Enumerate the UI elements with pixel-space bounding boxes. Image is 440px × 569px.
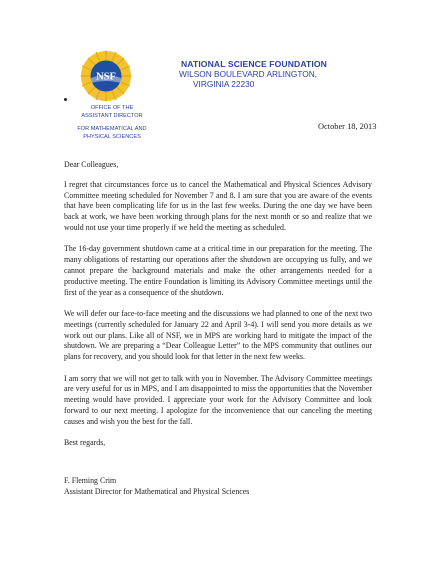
- office-block: [70, 105, 154, 141]
- office-line-4: PHYSICAL SCIENCES: [83, 133, 141, 140]
- office-line-1: OFFICE OF THE: [90, 105, 134, 111]
- office-line-2: ASSISTANT DIRECTOR: [81, 112, 143, 119]
- paragraph: The 16-day government shutdown came at a critical time in our preparation for the meeting. The many obligations of restarting our operations after the shutdown are occupying us fully, and we cannot prepare the background materials and make the other arrangements needed for a productive meeting. The entire Foundation is limiting its Advisory Committee meetings until the first of the year as a consequence of the shutdown.: [64, 244, 372, 297]
- address-line-1: WILSON BOULEVARD ARLINGTON,: [179, 69, 318, 79]
- letterhead: [181, 59, 327, 89]
- letter-date: October 18, 2013: [318, 122, 377, 131]
- nsf-logo: [80, 50, 132, 102]
- organization-name: NATIONAL SCIENCE FOUNDATION: [181, 59, 327, 69]
- letter-body: [64, 160, 372, 497]
- logo-text: NSF: [96, 71, 116, 83]
- paragraph: I am sorry that we will not get to talk with you in November. The Advisory Committee meetings are very useful for us in MPS, and I am disappointed to miss the opportunities that the November meeting would have provided. I appreciate your work for the Advisory Committee and look forward to our next meeting. I apologize for the inconvenience that our canceling the meeting causes and wish you the best for the fall.: [64, 373, 372, 426]
- signer-name: F. Fleming Crim: [64, 475, 117, 485]
- paragraph: We will defer our face-to-face meeting and the discussions we had planned to one of the next two meetings (currently scheduled for January 22 and April 3-4). I will send you more details as we work out our plans. Like all of NSF, we in MPS are working hard to mitigate the impact of the shutdown. We are preparing a “Dear Colleague Letter” to the MPS community that outlines our plans for recovery, and you should look for that letter in the next few weeks.: [64, 308, 372, 362]
- office-line-3: FOR MATHEMATICAL AND: [77, 126, 147, 133]
- signer-title: Assistant Director for Mathematical and Physical Sciences: [64, 486, 250, 496]
- salutation: Dear Colleagues,: [64, 160, 119, 169]
- bullet-dot: [64, 98, 67, 101]
- signature-block: [64, 475, 372, 497]
- address-line-2: VIRGINIA 22230: [193, 79, 255, 89]
- closing: Best regards,: [64, 438, 106, 448]
- paragraph: I regret that circumstances force us to cancel the Mathematical and Physical Sciences Advisory Committee meeting scheduled for November 7 and 8. I am sure that you are aware of the events that have been complicating life for us in the last few weeks. During the one day we have been back at work, we have been working through plans for the next month or so and realize that we would not use your time properly if we held the meeting as scheduled.: [64, 179, 372, 232]
